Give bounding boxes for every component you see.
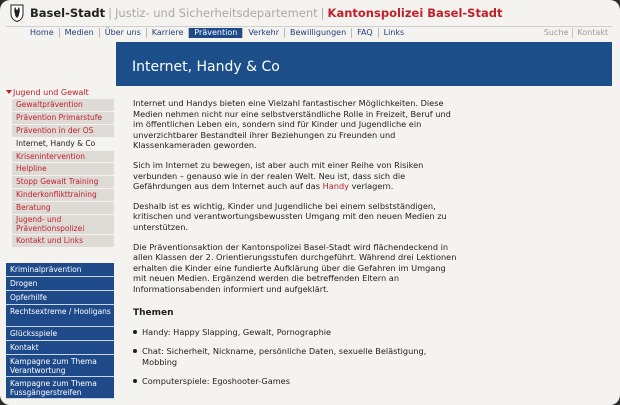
sidebar-item-gluecksspiele[interactable]: Glücksspiele [6, 327, 114, 341]
sidebar-item-jugendpolizei[interactable]: Jugend- und Präventionspolizei [12, 215, 114, 235]
themes-list [133, 327, 457, 387]
sidebar-item-praevention-os[interactable]: Prävention in der OS [12, 125, 114, 138]
nav-search-link[interactable]: Suche [543, 28, 569, 37]
sidebar-item-internet-handy[interactable]: Internet, Handy & Co [12, 138, 114, 151]
sidebar [0, 86, 114, 405]
sidebar-item-opferhilfe[interactable]: Opferhilfe [6, 291, 114, 305]
sidebar-main-nav [6, 263, 114, 399]
sidebar-item-kampagne-verantwortung[interactable]: Kampagne zum Thema Verantwortung [6, 355, 114, 377]
theme-text: Chat: Sicherheit, Nickname, persönliche Daten, sexuelle Belästigung, Mobbing [142, 346, 427, 367]
support-paragraph: Deshalb ist es wichtig, Kinder und Jugendliche bei einem selbstständigen, kritischen und verantwortungsbewussten Umgang mit den neuen Medien zu unterstützen. [133, 200, 447, 232]
nav-item-home[interactable]: Home [30, 28, 54, 37]
page-banner [116, 42, 612, 86]
sidebar-item-gewaltpraevention[interactable]: Gewaltprävention [12, 99, 114, 112]
themes-heading: Themen [133, 307, 174, 318]
sidebar-item-beratung[interactable]: Beratung [12, 202, 114, 215]
sidebar-item-stopp-gewalt[interactable]: Stopp Gewalt Training [12, 176, 114, 189]
sidebar-item-rechtsextreme[interactable]: Rechtsextreme / Hooligans [6, 305, 114, 327]
main-content [133, 98, 457, 396]
site-brand[interactable] [30, 6, 502, 20]
theme-text: Computerspiele: Egoshooter-Games [142, 376, 290, 387]
page-title: Internet, Handy & Co [132, 59, 280, 75]
sidebar-item-drogen[interactable]: Drogen [6, 277, 114, 291]
nav-item-links[interactable]: Links [378, 28, 410, 38]
sidebar-item-kontakt-links[interactable]: Kontakt und Links [12, 235, 114, 248]
caret-down-icon [6, 90, 12, 94]
list-item [133, 327, 457, 338]
risk-paragraph [133, 160, 457, 192]
bullet-icon [133, 349, 137, 353]
sidebar-item-label: Kriminalprävention [10, 265, 82, 274]
list-item [133, 376, 457, 387]
sidebar-item-kontakt[interactable]: Kontakt [6, 341, 114, 355]
basel-crest-icon [8, 4, 26, 22]
theme-text: Handy: Happy Slapping, Gewalt, Pornographie [142, 326, 332, 337]
nav-item-bewilligungen[interactable]: Bewilligungen [284, 28, 351, 38]
nav-item-ueber-uns[interactable]: Über uns [99, 28, 146, 38]
sidebar-section-jugend-und-gewalt[interactable] [6, 88, 89, 97]
sidebar-item-kampagne-fussgaenger[interactable]: Kampagne zum Thema Fussgängerstreifen [6, 377, 114, 399]
sidebar-item-helpline[interactable]: Helpline [12, 163, 114, 176]
nav-item-medien[interactable]: Medien [59, 28, 99, 38]
bullet-icon [133, 379, 137, 383]
sidebar-item-kriminalpraevention[interactable] [6, 263, 114, 277]
bullet-icon [133, 330, 137, 334]
brand-separator: | [108, 6, 113, 20]
intro-paragraph: Internet und Handys bieten eine Vielzahl fantastischer Möglichkeiten. Diese Medien nehmen nicht nur eine selbstverständliche Rolle in Freizeit, Beruf und im öffentlichen Leben ein, sondern sind für Kinder und Jugendliche ein unverzichtbarer Bestandteil ihrer Beziehungen zu Freunden und Klassenkameraden geworden. [133, 98, 451, 151]
nav-item-faq[interactable]: FAQ [351, 28, 378, 38]
nav-contact-link[interactable]: Kontakt [572, 28, 612, 38]
nav-item-karriere[interactable]: Karriere [146, 28, 189, 38]
sidebar-item-kinderkonflikttraining[interactable]: Kinderkonflikttraining [12, 189, 114, 202]
site-header [6, 2, 616, 24]
sidebar-section-label: Jugend und Gewalt [13, 88, 89, 97]
nav-item-praevention[interactable]: Prävention [188, 28, 242, 38]
sidebar-item-praevention-primarstufe[interactable]: Prävention Primarstufe [12, 112, 114, 125]
department-name[interactable]: Justiz- und Sicherheitsdepartement [115, 6, 318, 20]
campaign-paragraph: Die Präventionsaktion der Kantonspolizei Basel-Stadt wird flächendeckend in allen Klassen der 2. Orientierungsstufen durchgeführt. Während drei Lektionen erhalten die Kinder eine fundierte Aufklärung über die Gefahren im Umgang mit neuen Medien. Ergänzend werden die betreffenden Eltern an Informationsabenden informiert und aufgeklärt. [133, 241, 457, 294]
list-item [133, 346, 457, 367]
brand-name[interactable]: Basel-Stadt [30, 6, 106, 20]
agency-name[interactable]: Kantonspolizei Basel-Stadt [327, 6, 503, 20]
risk-text-start: Sich im Internet zu bewegen, ist aber auch mit einer Reihe von Risiken verbunden – genauso wie in der realen Welt. Neu ist, dass sich die Gefährdungen aus dem Internet auch auf das [133, 159, 424, 192]
sidebar-subnav [12, 99, 114, 248]
nav-item-verkehr[interactable]: Verkehr [242, 28, 284, 38]
sidebar-item-krisenintervention[interactable]: Krisenintervention [12, 151, 114, 164]
top-nav [6, 27, 612, 39]
brand-separator: | [320, 6, 325, 20]
risk-text-end: verlagern. [348, 181, 394, 192]
handy-link[interactable]: Handy [322, 181, 349, 192]
